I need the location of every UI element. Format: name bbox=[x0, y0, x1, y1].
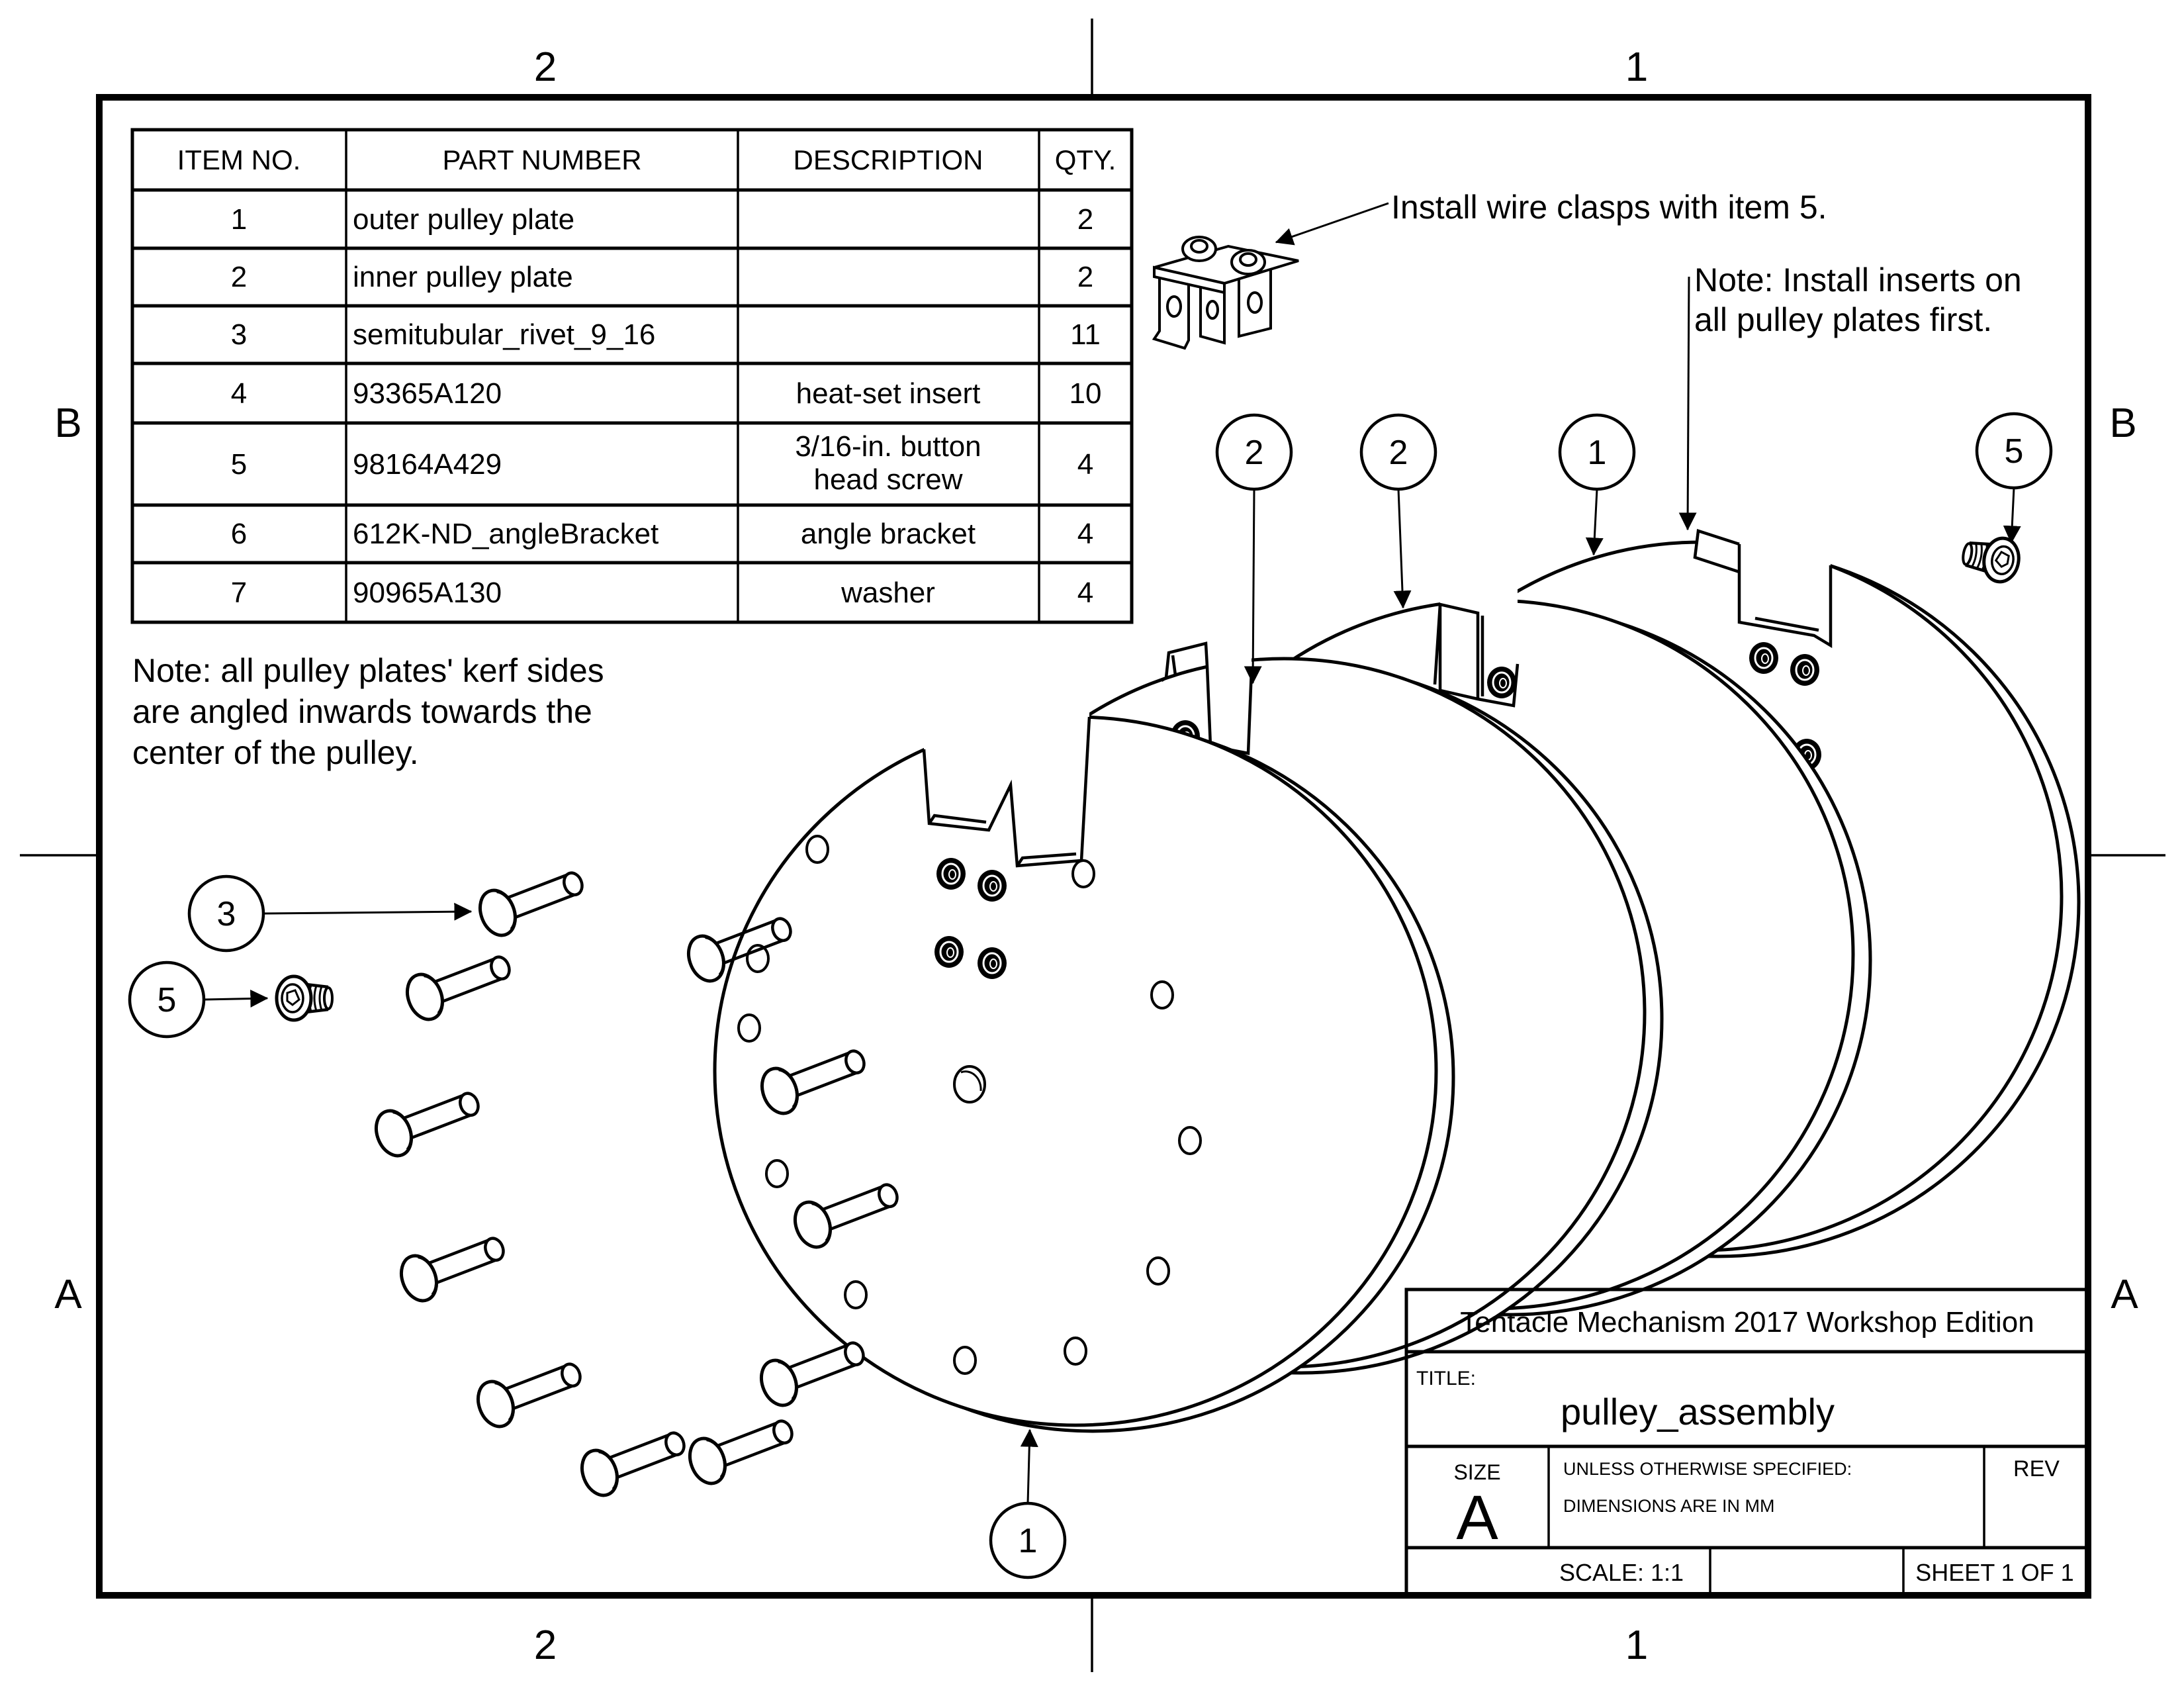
svg-text:4: 4 bbox=[1077, 518, 1094, 550]
bom-header-part: PART NUMBER bbox=[442, 144, 642, 175]
heat-set-insert bbox=[1487, 667, 1516, 698]
svg-text:1: 1 bbox=[1587, 434, 1607, 472]
svg-text:1: 1 bbox=[1018, 1522, 1038, 1560]
svg-text:heat-set insert: heat-set insert bbox=[796, 377, 981, 410]
sheet-value: SHEET 1 OF 1 bbox=[1915, 1559, 2074, 1586]
zone-label: 1 bbox=[1625, 44, 1649, 90]
svg-text:4: 4 bbox=[1077, 448, 1094, 481]
heat-set-insert bbox=[934, 936, 964, 968]
zone-label: B bbox=[54, 400, 82, 446]
heat-set-insert bbox=[936, 858, 966, 890]
heat-set-insert bbox=[1749, 642, 1778, 674]
spec-line1: UNLESS OTHERWISE SPECIFIED: bbox=[1563, 1459, 1852, 1479]
svg-text:93365A120: 93365A120 bbox=[353, 377, 502, 410]
svg-text:7: 7 bbox=[230, 577, 248, 609]
zone-label: A bbox=[54, 1272, 82, 1317]
zone-label: 1 bbox=[1625, 1622, 1649, 1668]
drawing-title: pulley_assembly bbox=[1561, 1391, 1835, 1432]
svg-text:semitubular_rivet_9_16: semitubular_rivet_9_16 bbox=[353, 318, 656, 351]
svg-text:angle bracket: angle bracket bbox=[800, 518, 976, 550]
svg-text:11: 11 bbox=[1070, 318, 1101, 351]
svg-text:5: 5 bbox=[2004, 432, 2024, 471]
svg-text:Install wire clasps with item: Install wire clasps with item 5. bbox=[1391, 189, 1827, 226]
zone-label: A bbox=[2111, 1272, 2138, 1317]
svg-text:98164A429: 98164A429 bbox=[353, 448, 502, 481]
svg-text:center of the pulley.: center of the pulley. bbox=[132, 734, 419, 771]
svg-text:5: 5 bbox=[157, 981, 177, 1019]
svg-text:outer pulley plate: outer pulley plate bbox=[353, 203, 575, 236]
heat-set-insert bbox=[1790, 654, 1819, 686]
bom-header-item: ITEM NO. bbox=[177, 144, 301, 175]
svg-text:5: 5 bbox=[230, 448, 248, 481]
svg-text:2: 2 bbox=[1077, 261, 1094, 293]
svg-text:4: 4 bbox=[230, 377, 248, 410]
zone-label: B bbox=[2109, 400, 2137, 446]
svg-text:4: 4 bbox=[1077, 577, 1094, 609]
svg-text:washer: washer bbox=[841, 577, 935, 609]
svg-text:Note: all pulley plates' kerf: Note: all pulley plates' kerf sides bbox=[132, 652, 604, 689]
inserts-note-leader bbox=[1688, 277, 1689, 530]
title-label: TITLE: bbox=[1416, 1368, 1477, 1389]
svg-text:3: 3 bbox=[230, 318, 248, 351]
rev-label: REV bbox=[2013, 1456, 2060, 1481]
scale-value: SCALE: 1:1 bbox=[1559, 1559, 1684, 1586]
svg-text:10: 10 bbox=[1069, 377, 1102, 410]
svg-text:90965A130: 90965A130 bbox=[353, 577, 502, 609]
svg-text:Note: Install inserts on: Note: Install inserts on bbox=[1694, 261, 2022, 299]
company-name: Tentacle Mechanism 2017 Workshop Edition bbox=[1460, 1306, 2034, 1338]
svg-text:3: 3 bbox=[216, 895, 236, 933]
svg-text:2: 2 bbox=[1077, 203, 1094, 236]
svg-text:3/16-in. button: 3/16-in. button bbox=[795, 430, 981, 463]
size-value: A bbox=[1456, 1483, 1498, 1553]
bom-header-qty: QTY. bbox=[1054, 144, 1116, 175]
svg-text:head screw: head screw bbox=[813, 463, 963, 496]
heat-set-insert bbox=[978, 947, 1007, 979]
svg-text:inner pulley plate: inner pulley plate bbox=[353, 261, 573, 293]
zone-label: 2 bbox=[533, 1622, 557, 1668]
svg-text:2: 2 bbox=[230, 261, 248, 293]
spec-line2: DIMENSIONS ARE IN MM bbox=[1563, 1496, 1775, 1516]
svg-text:612K-ND_angleBracket: 612K-ND_angleBracket bbox=[353, 518, 659, 550]
size-label: SIZE bbox=[1453, 1460, 1501, 1484]
svg-text:all pulley plates first.: all pulley plates first. bbox=[1694, 301, 1993, 338]
svg-text:1: 1 bbox=[230, 203, 248, 236]
bom-header-desc: DESCRIPTION bbox=[793, 144, 983, 175]
svg-text:are angled inwards towards the: are angled inwards towards the bbox=[132, 693, 592, 730]
svg-text:2: 2 bbox=[1244, 434, 1264, 472]
svg-text:6: 6 bbox=[230, 518, 248, 550]
svg-text:2: 2 bbox=[1388, 434, 1408, 472]
zone-label: 2 bbox=[533, 44, 557, 90]
heat-set-insert bbox=[978, 870, 1007, 902]
